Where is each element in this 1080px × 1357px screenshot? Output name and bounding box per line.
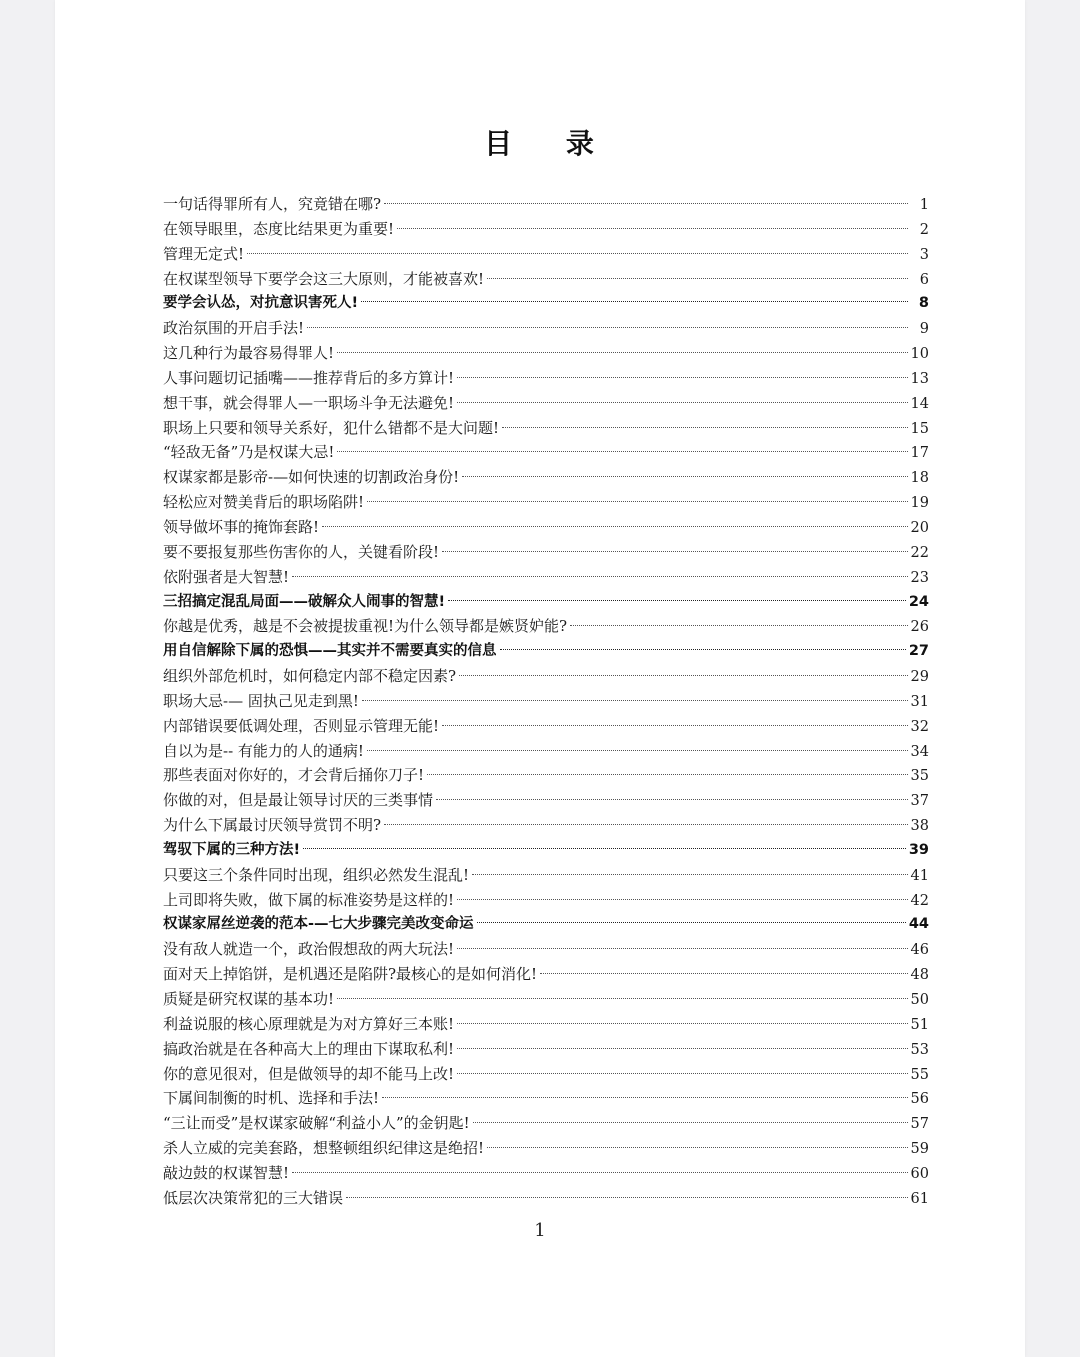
toc-dot-leader [397, 228, 908, 229]
toc-entry-title: 组织外部危机时，如何稳定内部不稳定因素? [163, 667, 457, 686]
toc-dot-leader [477, 922, 906, 923]
toc-entry[interactable] [163, 291, 929, 316]
toc-entry[interactable] [163, 590, 929, 615]
toc-dot-leader [473, 1122, 908, 1123]
toc-entry[interactable] [163, 540, 929, 565]
toc-entry-page: 42 [910, 892, 929, 909]
toc-dot-leader [247, 253, 908, 254]
toc-entry-page: 34 [910, 743, 929, 760]
toc-entry-page: 24 [908, 593, 929, 610]
toc-entry-page: 56 [910, 1091, 929, 1108]
toc-entry-page: 9 [919, 321, 929, 338]
toc-entry-title: 低层次决策常犯的三大错误 [163, 1188, 344, 1207]
toc-entry[interactable] [163, 1111, 929, 1136]
toc-dot-leader [487, 1147, 908, 1148]
toc-entry[interactable] [163, 515, 929, 540]
toc-dot-leader [367, 501, 908, 502]
toc-dot-leader [346, 1197, 908, 1198]
toc-entry[interactable] [163, 838, 929, 863]
toc-entry-page: 35 [910, 768, 929, 785]
toc-entry-title: “轻敌无备”乃是权谋大忌! [163, 443, 335, 462]
toc-dot-leader [462, 476, 907, 477]
toc-entry-title: 在权谋型领导下要学会这三大原则，才能被喜欢! [163, 269, 485, 288]
toc-entry[interactable] [163, 1136, 929, 1161]
toc-entry-title: 你越是优秀，越是不会被提拔重视!为什么领导都是嫉贤妒能? [163, 617, 568, 636]
toc-entry-title: 只要这三个条件同时出现，组织必然发生混乱! [163, 865, 470, 884]
toc-entry[interactable] [163, 316, 929, 341]
toc-dot-leader [384, 203, 908, 204]
toc-entry-title: 搞政治就是在各种高大上的理由下谋取私利! [163, 1039, 455, 1058]
toc-entry-page: 8 [918, 295, 929, 312]
page-number: 1 [534, 1220, 546, 1241]
toc-entry-page: 26 [910, 619, 929, 636]
toc-entry[interactable] [163, 1086, 929, 1111]
toc-entry-title: 用自信解除下属的恐惧——其实并不需要真实的信息 [163, 643, 497, 660]
toc-entry-page: 18 [910, 470, 929, 487]
toc-entry-title: 管理无定式! [163, 244, 245, 263]
toc-entry-page: 46 [910, 942, 929, 959]
toc-entry-page: 60 [910, 1165, 929, 1182]
toc-dot-leader [322, 526, 908, 527]
toc-entry-page: 1 [919, 197, 929, 213]
toc-entry[interactable] [163, 366, 929, 391]
toc-entry-page: 29 [910, 669, 929, 686]
toc-entry[interactable] [163, 614, 929, 639]
toc-entry-title: 你的意见很对，但是做领导的却不能马上改! [163, 1064, 455, 1083]
toc-entry-title: 权谋家都是影帝-—如何快速的切割政治身份! [163, 468, 460, 487]
toc-entry[interactable] [163, 863, 929, 888]
toc-dot-leader [442, 725, 908, 726]
toc-entry[interactable] [163, 490, 929, 515]
toc-entry-page: 38 [910, 818, 929, 835]
toc-dot-leader [457, 1048, 908, 1049]
toc-dot-leader [367, 750, 908, 751]
toc-dot-leader [457, 402, 908, 403]
toc-entry-title: 驾驭下属的三种方法! [163, 841, 301, 858]
toc-entry-title: 为什么下属最讨厌领导赏罚不明? [163, 816, 382, 835]
toc-dot-leader [487, 278, 908, 279]
toc-entry-page: 22 [910, 544, 929, 561]
toc-entry-page: 57 [910, 1116, 929, 1133]
toc-entry-title: 敲边鼓的权谋智慧! [163, 1163, 290, 1182]
toc-entry-page: 44 [908, 916, 929, 933]
toc-list [163, 192, 929, 1211]
toc-entry-page: 41 [910, 867, 929, 884]
toc-dot-leader [292, 1172, 908, 1173]
toc-entry[interactable] [163, 937, 929, 962]
toc-entry-page: 48 [910, 967, 929, 984]
toc-dot-leader [459, 675, 908, 676]
toc-entry-title: 杀人立威的完美套路，想整顿组织纪律这是绝招! [163, 1139, 485, 1158]
toc-entry[interactable] [163, 465, 929, 490]
toc-entry[interactable] [163, 1012, 929, 1037]
toc-entry-title: 一句话得罪所有人，究竟错在哪? [163, 195, 382, 213]
toc-entry[interactable] [163, 242, 929, 267]
toc-dot-leader [457, 1073, 908, 1074]
toc-dot-leader [303, 848, 906, 849]
toc-entry[interactable] [163, 416, 929, 441]
toc-entry[interactable] [163, 192, 929, 217]
toc-entry-title: 要不要报复那些伤害你的人，关键看阶段! [163, 542, 440, 561]
toc-entry-page: 61 [910, 1190, 929, 1207]
toc-entry-page: 37 [910, 793, 929, 810]
toc-entry[interactable] [163, 912, 929, 937]
toc-dot-leader [384, 824, 908, 825]
toc-entry-title: 权谋家屌丝逆袭的范本-—七大步骤完美改变命运 [163, 916, 474, 933]
toc-dot-leader [307, 327, 908, 328]
toc-title: 目 录 [484, 127, 616, 160]
toc-entry-title: 面对天上掉馅饼，是机遇还是陷阱?最核心的是如何消化! [163, 965, 538, 984]
toc-entry-title: 质疑是研究权谋的基本功! [163, 990, 335, 1008]
toc-entry[interactable] [163, 664, 929, 689]
toc-entry-title: “三让而受”是权谋家破解“利益小人”的金钥匙! [163, 1114, 470, 1133]
toc-entry-title: 那些表面对你好的，才会背后捅你刀子! [163, 766, 425, 785]
toc-entry[interactable] [163, 391, 929, 416]
toc-entry-title: 政治氛围的开启手法! [163, 319, 305, 338]
toc-entry-page: 27 [908, 643, 929, 660]
toc-dot-leader [337, 352, 908, 353]
toc-dot-leader [457, 377, 908, 378]
toc-dot-leader [540, 973, 907, 974]
toc-entry[interactable] [163, 1062, 929, 1087]
toc-dot-leader [448, 600, 906, 601]
toc-dot-leader [362, 700, 908, 701]
toc-entry-page: 51 [910, 1016, 929, 1033]
toc-entry-title: 内部错误要低调处理，否则显示管理无能! [163, 716, 440, 735]
toc-entry-title: 下属间制衡的时机、选择和手法! [163, 1089, 380, 1108]
toc-entry-page: 13 [910, 370, 929, 387]
toc-entry[interactable] [163, 1037, 929, 1062]
toc-dot-leader [361, 301, 908, 302]
toc-dot-leader [337, 998, 908, 999]
toc-entry[interactable] [163, 639, 929, 664]
toc-entry-page: 14 [910, 395, 929, 412]
toc-entry-title: 依附强者是大智慧! [163, 567, 290, 586]
document-page [55, 0, 1025, 1357]
toc-entry-page: 31 [910, 693, 929, 710]
toc-entry-title: 想干事，就会得罪人—一职场斗争无法避免! [163, 393, 455, 412]
toc-entry[interactable] [163, 962, 929, 987]
toc-dot-leader [457, 899, 908, 900]
toc-entry-title: 上司即将失败，做下属的标准姿势是这样的! [163, 890, 455, 909]
toc-entry-page: 15 [910, 420, 929, 437]
toc-entry-title: 你做的对，但是最让领导讨厌的三类事情 [163, 791, 434, 810]
toc-dot-leader [457, 1023, 908, 1024]
toc-entry[interactable] [163, 440, 929, 465]
toc-entry-title: 这几种行为最容易得罪人! [163, 344, 335, 363]
toc-entry[interactable] [163, 763, 929, 788]
toc-dot-leader [502, 427, 908, 428]
toc-dot-leader [427, 774, 908, 775]
toc-entry[interactable] [163, 267, 929, 292]
toc-entry-page: 39 [908, 841, 929, 858]
toc-entry-page: 59 [910, 1141, 929, 1158]
toc-entry-title: 没有敌人就造一个，政治假想敌的两大玩法! [163, 940, 455, 959]
toc-entry-page: 3 [919, 246, 929, 263]
toc-dot-leader [472, 874, 908, 875]
toc-dot-leader [382, 1097, 908, 1098]
toc-entry-title: 轻松应对赞美背后的职场陷阱! [163, 493, 365, 512]
toc-dot-leader [570, 625, 907, 626]
toc-entry[interactable] [163, 788, 929, 813]
toc-entry-page: 17 [910, 445, 929, 462]
toc-entry-page: 53 [910, 1041, 929, 1058]
toc-entry[interactable] [163, 1186, 929, 1211]
toc-dot-leader [442, 551, 908, 552]
toc-entry-title: 要学会认怂，对抗意识害死人! [163, 295, 359, 312]
toc-entry-title: 利益说服的核心原理就是为对方算好三本账! [163, 1014, 455, 1033]
toc-dot-leader [292, 576, 908, 577]
toc-entry[interactable] [163, 714, 929, 739]
toc-dot-leader [457, 948, 908, 949]
toc-entry-page: 6 [919, 271, 929, 288]
toc-entry-title: 在领导眼里，态度比结果更为重要! [163, 219, 395, 238]
toc-entry[interactable] [163, 813, 929, 838]
toc-entry-page: 19 [910, 495, 929, 512]
toc-entry[interactable] [163, 565, 929, 590]
toc-entry[interactable] [163, 888, 929, 913]
toc-entry-page: 20 [910, 519, 929, 536]
toc-entry-page: 32 [910, 718, 929, 735]
toc-dot-leader [500, 649, 906, 650]
toc-dot-leader [337, 451, 907, 452]
toc-entry-page: 2 [919, 221, 929, 238]
toc-entry[interactable] [163, 217, 929, 242]
toc-entry[interactable] [163, 689, 929, 714]
toc-dot-leader [436, 799, 908, 800]
toc-entry[interactable] [163, 341, 929, 366]
toc-entry-title: 自以为是-- 有能力的人的通病! [163, 741, 364, 760]
toc-entry-page: 55 [910, 1066, 929, 1083]
toc-entry-title: 人事问题切记插嘴——推荐背后的多方算计! [163, 368, 455, 387]
toc-entry-page: 10 [910, 346, 929, 363]
toc-entry[interactable] [163, 1161, 929, 1186]
toc-entry-page: 50 [910, 992, 929, 1008]
toc-entry-title: 职场大忌-— 固执己见走到黑! [163, 691, 359, 710]
toc-entry[interactable] [163, 739, 929, 764]
toc-entry-title: 职场上只要和领导关系好，犯什么错都不是大问题! [163, 418, 500, 437]
toc-entry-title: 领导做坏事的掩饰套路! [163, 517, 320, 536]
toc-entry-title: 三招搞定混乱局面——破解众人闹事的智慧! [163, 593, 446, 610]
toc-entry[interactable] [163, 987, 929, 1012]
toc-entry-page: 23 [910, 569, 929, 586]
